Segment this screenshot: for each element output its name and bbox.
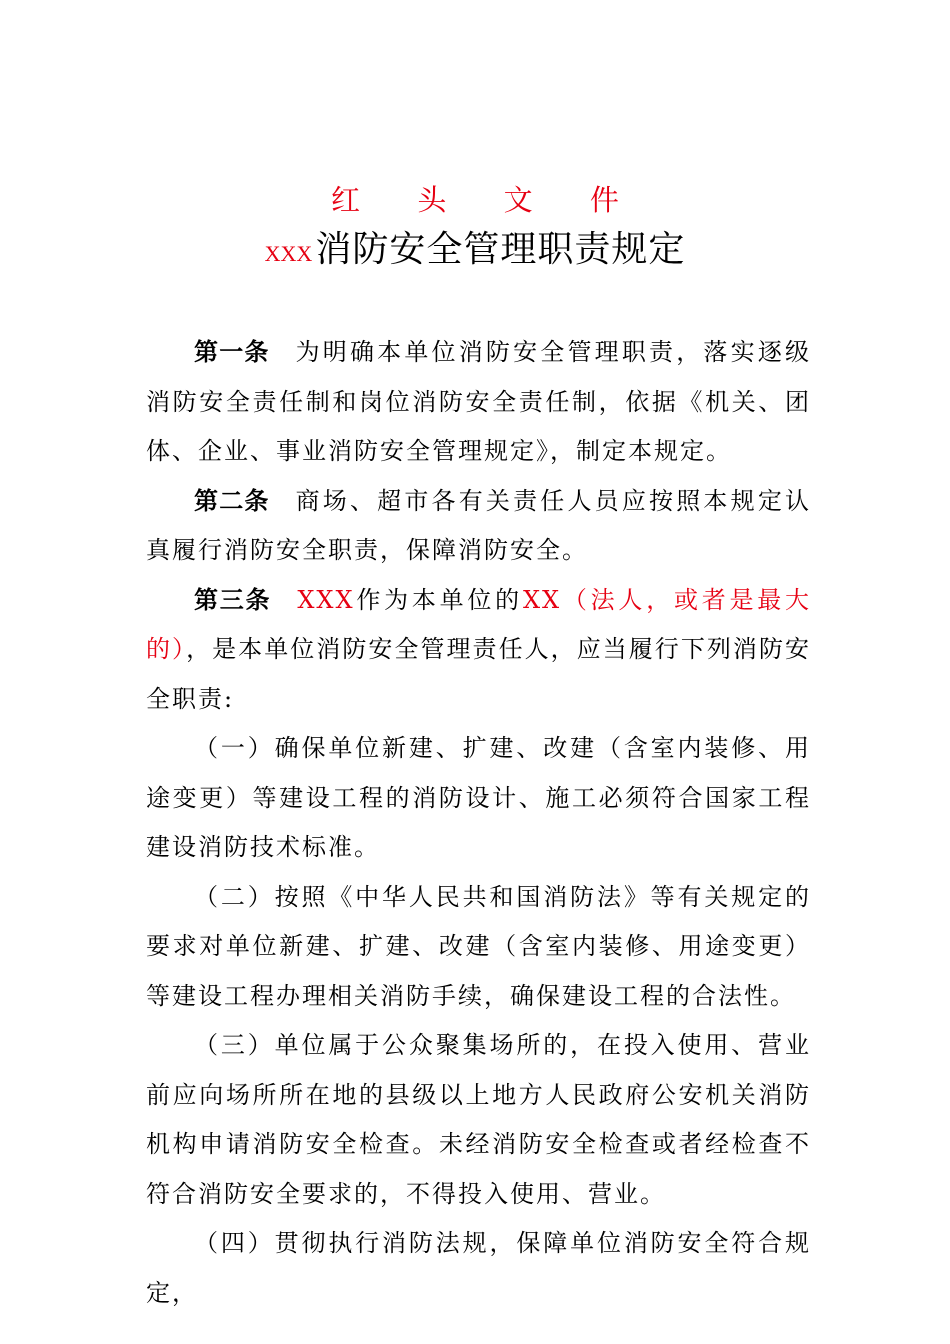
article-2-label: 第二条 bbox=[194, 486, 270, 515]
item-4: （四）贯彻执行消防法规，保障单位消防安全符合规定， bbox=[146, 1229, 811, 1307]
item-3: （三）单位属于公众聚集场所的，在投入使用、营业前应向场所所在地的县级以上地方人民政府公安机关消防机构申请消防安全检查。未经消防安全检查或者经检查不符合消防安全要求的，不得投入使用、营业。 bbox=[146, 1031, 811, 1208]
article-1-text: 为明确本单位消防安全管理职责，落实逐级消防安全责任制和岗位消防安全责任制，依据《机关、团体、企业、事业消防安全管理规定》，制定本规定。 bbox=[146, 338, 812, 465]
document-body bbox=[146, 328, 811, 1318]
title-text: 消防安全管理职责规定 bbox=[315, 229, 686, 270]
article-2-text: 商场、超市各有关责任人员应按照本规定认真履行消防安全职责，保障消防安全。 bbox=[146, 486, 812, 564]
article-1-label: 第一条 bbox=[194, 338, 270, 366]
item-1: （一）确保单位新建、扩建、改建（含室内装修、用途变更）等建设工程的消防设计、施工必须符合国家工程建设消防技术标准。 bbox=[146, 734, 811, 861]
red-header-banner: 红 头 文 件 bbox=[331, 183, 643, 217]
article-3-text-mid: 作为本单位的 bbox=[354, 585, 523, 614]
item-2: （二）按照《中华人民共和国消防法》等有关规定的要求对单位新建、扩建、改建（含室内装修、用途变更）等建设工程办理相关消防手续，确保建设工程的合法性。 bbox=[146, 882, 811, 1010]
document-title bbox=[0, 226, 950, 278]
article-3-name: XXX bbox=[297, 585, 355, 614]
article-3-text-end: ，是本单位消防安全管理责任人，应当履行下列消防安全职责: bbox=[146, 635, 812, 713]
article-3-role: XX（法人，或者是最大的） bbox=[146, 585, 812, 663]
title-prefix: XXX bbox=[264, 241, 313, 266]
article-1 bbox=[146, 328, 811, 477]
article-3 bbox=[146, 576, 811, 725]
article-3-label: 第三条 bbox=[194, 585, 272, 614]
article-2 bbox=[146, 477, 811, 576]
